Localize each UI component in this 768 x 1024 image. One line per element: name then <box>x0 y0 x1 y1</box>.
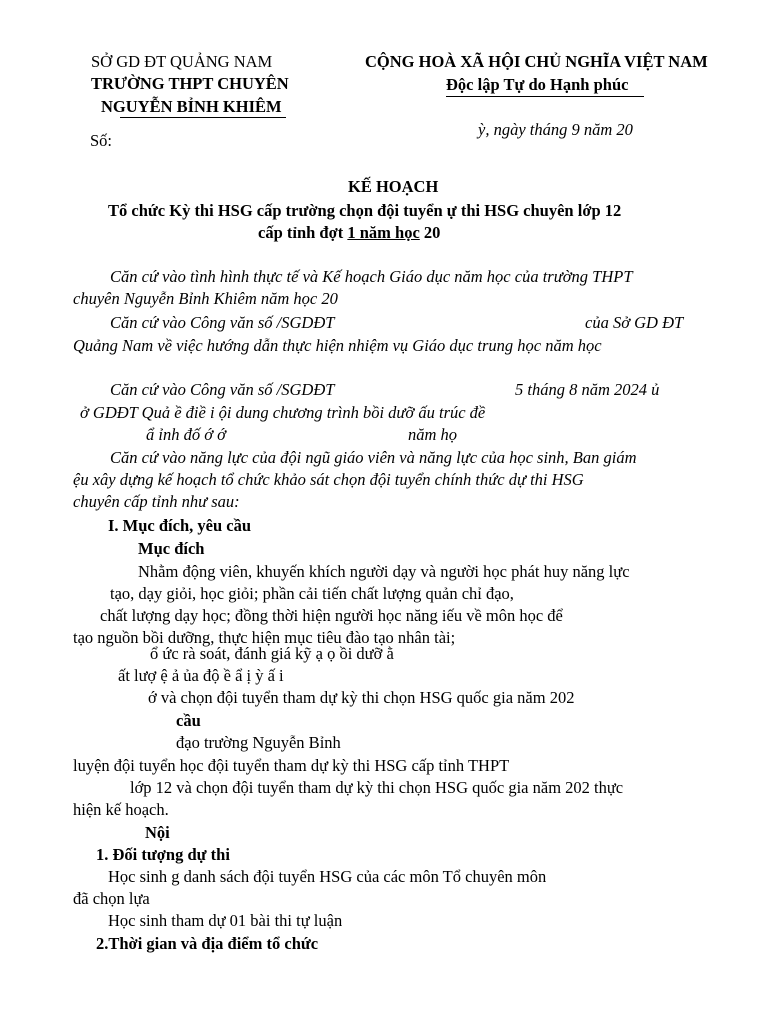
body-line: hiện kế hoạch. <box>73 800 169 819</box>
preamble-line: ở GDĐT Quả ề điề i ội dung chương trình bồi dưỡ ấu trúc đề <box>80 403 486 422</box>
national-motto: Độc lập Tự do Hạnh phúc <box>446 75 629 94</box>
subheading-participants: 1. Đối tượng dự thi <box>96 845 230 864</box>
body-line: đạo trường Nguyễn Bỉnh <box>176 733 341 752</box>
nation-title: CỘNG HOÀ XÃ HỘI CHỦ NGHĨA VIỆT NAM <box>365 52 708 71</box>
preamble-line: Căn cứ vào năng lực của đội ngũ giáo viên và năng lực của học sinh, Ban giám <box>110 448 637 467</box>
body-line: đã chọn lựa <box>73 889 150 908</box>
preamble-line: Quảng Nam về việc hướng dẫn thực hiện nhiệm vụ Giáo dục trung học năm học <box>73 336 602 355</box>
body-line: ổ ức rà soát, đánh giá kỹ ạ ọ ồi dưỡ ằ <box>150 644 394 663</box>
preamble-line: Căn cứ vào Công văn số /SGDĐT <box>110 380 335 399</box>
preamble-line: ệu xây dựng kế hoạch tổ chức khảo sát chọn đội tuyển chính thức dự thi HSG <box>73 470 584 489</box>
body-line: lớp 12 và chọn đội tuyển tham dự kỳ thi chọn HSG quốc gia năm 202 thực <box>130 778 624 797</box>
preamble-line: ẩ ỉnh đố ớ ớ <box>146 425 226 444</box>
department-name: SỞ GD ĐT QUẢNG NAM <box>91 52 273 71</box>
school-underline <box>120 117 286 118</box>
document-subtitle-line1: Tổ chức Kỳ thi HSG cấp trường chọn đội tuyển ự thi HSG chuyên lớp 12 <box>108 201 622 220</box>
document-number-label: Số: <box>90 131 113 150</box>
body-line: ất lượ ệ ả ủa độ ề ẩ ị ỳ ấ i <box>118 666 284 685</box>
preamble-line: chuyên cấp tỉnh như sau: <box>73 492 240 511</box>
body-line: Học sinh g danh sách đội tuyển HSG của các môn Tổ chuyên môn <box>108 867 547 886</box>
document-title: KẾ HOẠCH <box>348 177 439 196</box>
place-date-line: ỳ, ngày tháng 9 năm 20 <box>478 120 633 139</box>
preamble-line: 5 tháng 8 năm 2024 ủ <box>515 380 660 399</box>
section-heading-purpose: I. Mục đích, yêu cầu <box>108 516 252 535</box>
body-line: ớ và chọn đội tuyển tham dự kỳ thi chọn HSG quốc gia năm 202 <box>148 688 575 707</box>
motto-underline <box>446 96 644 97</box>
subheading-requirements: cầu <box>176 711 201 730</box>
preamble-line: chuyên Nguyễn Bỉnh Khiêm năm học 20 <box>73 289 338 308</box>
preamble-line: Căn cứ vào tình hình thực tế và Kế hoạch Giáo dục năm học của trường THPT <box>110 267 633 286</box>
subheading-purpose: Mục đích <box>138 539 205 558</box>
preamble-line: Căn cứ vào Công văn số /SGDĐT <box>110 313 335 332</box>
document-subtitle-line2: cấp tỉnh đợt 1 năm học 20 <box>258 223 441 242</box>
body-line: tạo, dạy giỏi, học giỏi; phần cải tiến chất lượng quản chỉ đạo, <box>110 584 514 603</box>
section-heading-content: Nội <box>145 823 170 842</box>
preamble-line: năm họ <box>408 425 458 444</box>
school-name-line2: NGUYỄN BỈNH KHIÊM <box>101 97 282 116</box>
subheading-time-place: 2.Thời gian và địa điểm tổ chức <box>96 934 319 953</box>
body-line: tạo nguồn bồi dưỡng, thực hiện mục tiêu đào tạo nhân tài; <box>73 628 456 647</box>
body-line: chất lượng dạy học; đồng thời hiện người học năng iếu về môn học để <box>100 606 563 625</box>
school-name-line1: TRƯỜNG THPT CHUYÊN <box>91 74 289 93</box>
preamble-line: của Sở GD ĐT <box>585 313 684 332</box>
body-line: luyện đội tuyển học đội tuyển tham dự kỳ thi HSG cấp tỉnh THPT <box>73 756 510 775</box>
body-line: Nhằm động viên, khuyến khích người dạy và người học phát huy năng lực <box>138 562 630 581</box>
body-line: Học sinh tham dự 01 bài thi tự luận <box>108 911 343 930</box>
